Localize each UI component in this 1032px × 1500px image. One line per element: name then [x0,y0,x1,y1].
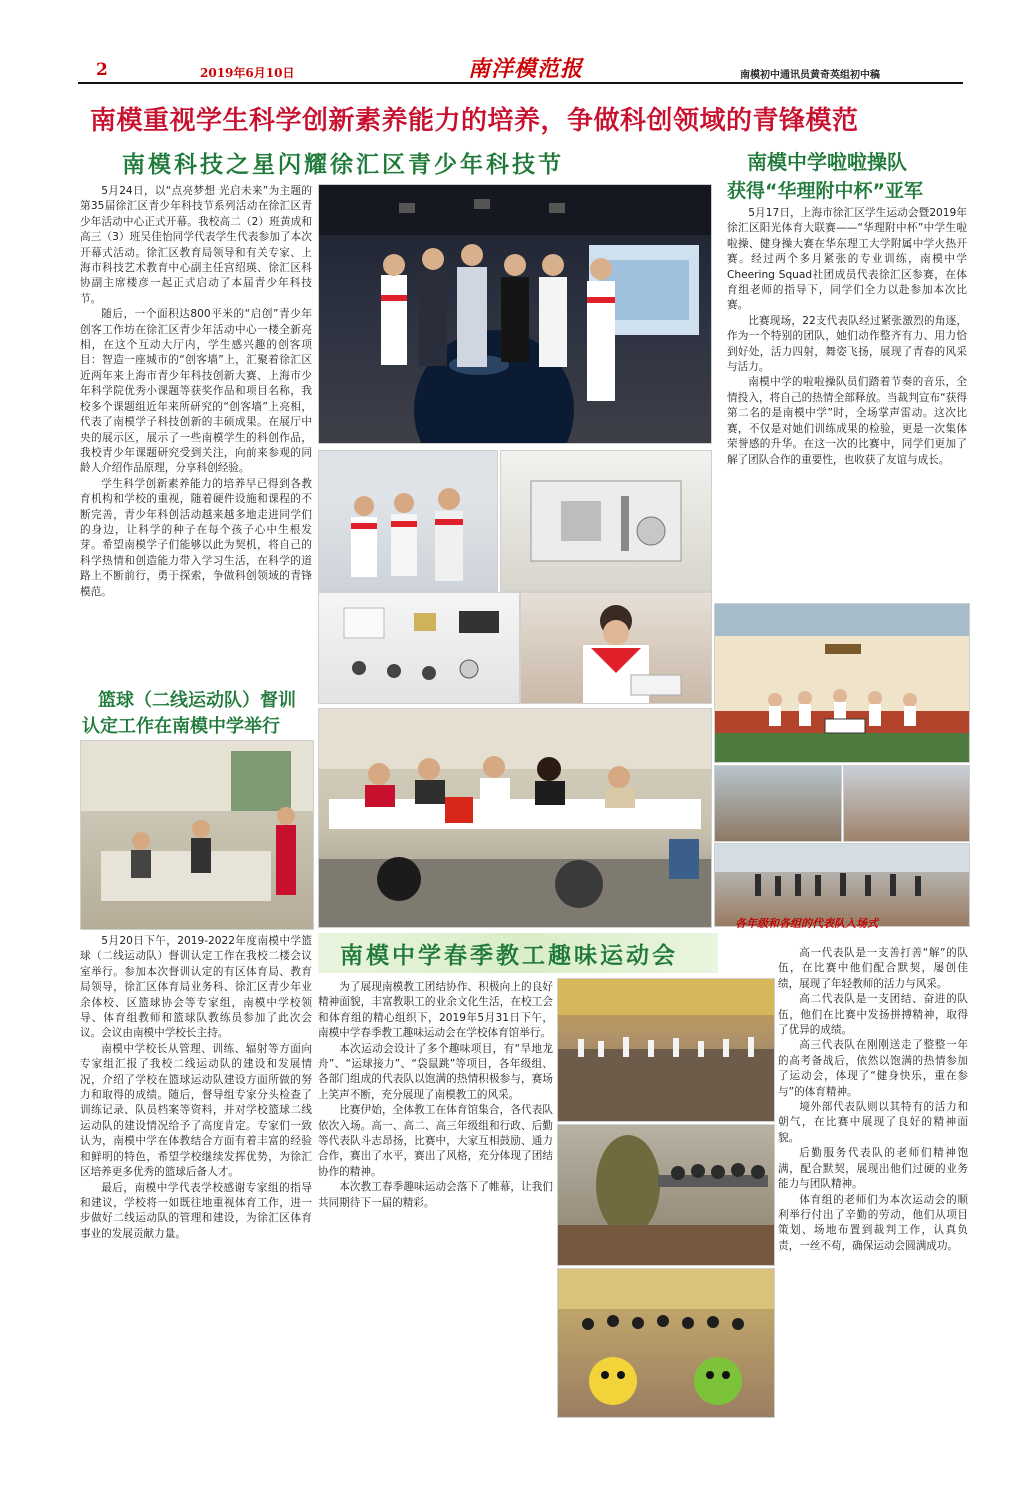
page-number: 2 [96,60,108,80]
photo-parade-left [714,765,842,842]
article4-paragraph: 体育组的老师们为本次运动会的顺利举行付出了辛勤的劳动，他们从项目策划、场地布置到裁判工作，认真负责，一丝不苟，确保运动会圆满成功。 [778,1193,968,1252]
photo-inflatable-race [557,1268,775,1418]
article4-paragraph: 境外部代表队则以其特有的活力和朝气，在比赛中展现了良好的精神面貌。 [778,1101,968,1144]
article2-paragraph: 5月17日，上海市徐汇区学生运动会暨2019年徐汇区阳光体育大联赛——“华理附中杯”中学生啦啦操、健身操大赛在华东理工大学附属中学火热开赛。经过两个多月紧张的专业训练，南模中学Cheering Squad社团成员代表徐汇区参赛，在体育组老师的指导下，同学们全力以赴参加本次比赛。 [727,207,967,312]
article4-paragraph: 后勤服务代表队的老师们精神饱满，配合默契，展现出他们过硬的业务能力与团队精神。 [778,1147,968,1191]
article2-paragraph: 比赛现场，22支代表队经过紧张激烈的角逐，作为一个特别的团队，她们动作整齐有力、用力恰到好处，活力四射，舞姿飞扬，展现了青春的风采与活力。 [727,314,967,374]
photo-basketball-meeting [80,740,314,930]
article1-title: 南模科技之星闪耀徐汇区青少年科技节 [122,151,564,178]
photo-sports-hall [557,978,775,1122]
article2-body [727,206,967,598]
photo-students-exhibit [318,450,498,592]
article2-title-line1: 南模中学啦啦操队 [747,150,907,174]
photo-caption-parade: 各年级和各组的代表队入场式 [735,917,878,930]
page-title: 南模重视学生科学创新素养能力的培养，争做科创领域的青锋模范 [90,106,859,136]
article3-paragraph: 南模中学校长从管理、训练、辐射等方面向专家组汇报了我校二线运动队的建设和发展情况，介绍了学校在篮球运动队建设方面所做的努力和取得的成绩。随后，督导组专家分头检查了训练记录、队员档案等资料，并对学校篮球二线运动队的建设情况给予了高度肯定。专家们一致认为，南模中学在体教结合方面有着丰富的经验和鲜明的特色，希望学校继续发挥优势，为徐汇区培养更多优秀的篮球后备人才。 [80,1042,312,1179]
article4-title: 南模中学春季教工趣味运动会 [340,942,678,969]
article4-paragraph: 本次运动会设计了多个趣味项目，有“旱地龙舟”、“运球接力”、“袋鼠跳”等项目，各年级组、各部门组成的代表队以饱满的热情积极参与，赛场上笑声不断，充分展现了南模教工的风采。 [318,1042,553,1101]
photo-student-writing [520,592,712,704]
masthead-logo: 南洋模范报 [468,56,584,82]
article3-paragraph: 5月20日下午，2019-2022年度南模中学篮球（二线运动队）督训认定工作在我校二楼会议室举行。参加本次督训认定的有区体育局、教育局领导，徐汇区体育局业务科、徐汇区青少年业余体校、区篮球协会等专家组，南模中学校领导、体育组教师和篮球队教练员参加了此次会议。会议由南模中学校长主持。 [80,935,312,1040]
article3-title-line2: 认定工作在南模中学举行 [82,716,280,737]
editor-credit: 南模初中通讯员黄奇英组初中稿 [740,70,880,81]
article2-title-line2: 获得“华理附中杯”亚军 [727,180,923,202]
photo-exhibit-items [318,592,520,704]
photo-opening-ceremony [318,184,712,444]
photo-cheer-squad [714,603,970,763]
article4-paragraph: 比赛伊始，全体教工在体育馆集合，各代表队依次入场。高一、高二、高三年级组和行政、后勤等代表队斗志昂扬，比赛中，大家互相鼓励、通力合作，赛出了水平，赛出了风格，充分体现了团结协作的精神。 [318,1104,553,1178]
article4-col2 [778,946,968,1420]
article3-paragraph: 最后，南模中学代表学校感谢专家组的指导和建议，学校将一如既往地重视体育工作，进一步做好二线运动队的管理和建设，为徐汇区体育事业的发展贡献力量。 [80,1181,312,1240]
article1-paragraph: 学生科学创新素养能力的培养早已得到各教育机构和学校的重视，随着硬件设施和课程的不断完善，青少年科创活动越来越多地走进同学们的身边，让科学的种子在每个孩子心中生根发芽。希望南模学子们能够以此为契机，将自己的科学热情和创造能力带入学习生活，在科学的道路上不断前行，勇于探索，争做科创领域的青锋模范。 [80,477,312,598]
article3-body [80,934,312,1444]
article4-paragraph: 为了展现南模教工团结协作、积极向上的良好精神面貌，丰富教职工的业余文化生活，在校工会和体育组的精心组织下，2019年5月31日下午，南模中学春季教工趣味运动会在学校体育馆举行。 [318,981,553,1040]
article3-title-line1: 篮球（二线运动队）督训 [98,690,296,711]
issue-date: 2019年6月10日 [200,66,295,80]
article1-paragraph: 随后，一个面积达800平米的“启创”青少年创客工作坊在徐汇区青少年活动中心一楼全新亮相，在这个互动大厅内，学生感兴趣的创客项目：智造一座城市的“创客墙”上，汇聚着徐汇区近两年来上海市青少年科技创新大赛、上海市少年科学院优秀小课题等获奖作品和项目名称，我校多个课题组近年来所研究的“创客墙”上亮相，代表了南模学子科技创新的丰硕成果。在展厅中央的展示区，展示了一些南模学生的科创作品，我校青少年课题研究受到关注，向前来参观的同龄人介绍作品原理，分享科创经验。 [80,308,312,475]
article4-col1 [318,980,553,1420]
photo-meeting-table [318,708,712,928]
article1-paragraph: 5月24日，以“点亮梦想 光启未来”为主题的第35届徐汇区青少年科技节系列活动在徐汇区青少年活动中心正式开幕。我校高二（2）班黄成和高三（3）班吴佳怡同学代表学生代表参加了本次开幕式活动。徐汇区教育局领导和有关专家、上海市科技艺术教育中心副主任宫绍瑛、徐汇区科协副主席楼彦一起正式启动了本届青少年科技节。 [80,185,312,305]
article4-paragraph: 高二代表队是一支团结、奋进的队伍，他们在比赛中发扬拼搏精神，取得了优异的成绩。 [778,993,968,1037]
article4-paragraph: 高一代表队是一支善打善“解”的队伍，在比赛中他们配合默契，屡创佳绩，展现了年轻教师的活力与风采。 [778,947,968,990]
article4-paragraph: 本次教工春季趣味运动会落下了帷幕，让我们共同期待下一届的精彩。 [318,1181,553,1209]
photo-science-device [500,450,712,592]
article4-paragraph: 高三代表队在刚刚送走了整整一年的高考备战后，依然以饱满的热情参加了运动会，体现了“健身快乐，重在参与”的体育精神。 [778,1039,968,1098]
article2-paragraph: 南模中学的啦啦操队员们踏着节奏的音乐，全情投入，将自己的热情全部释放。当裁判宣布“获得第二名的是南模中学”时，全场掌声雷动。这次比赛，不仅是对她们训练成果的检验，更是一次集体荣誉感的升华。在这一次的比赛中，同学们更加了解了团队合作的重要性，也收获了友谊与成长。 [727,376,967,466]
photo-parade-right [843,765,970,842]
photo-dragon-boat-game [557,1124,775,1266]
article1-body [80,184,312,674]
